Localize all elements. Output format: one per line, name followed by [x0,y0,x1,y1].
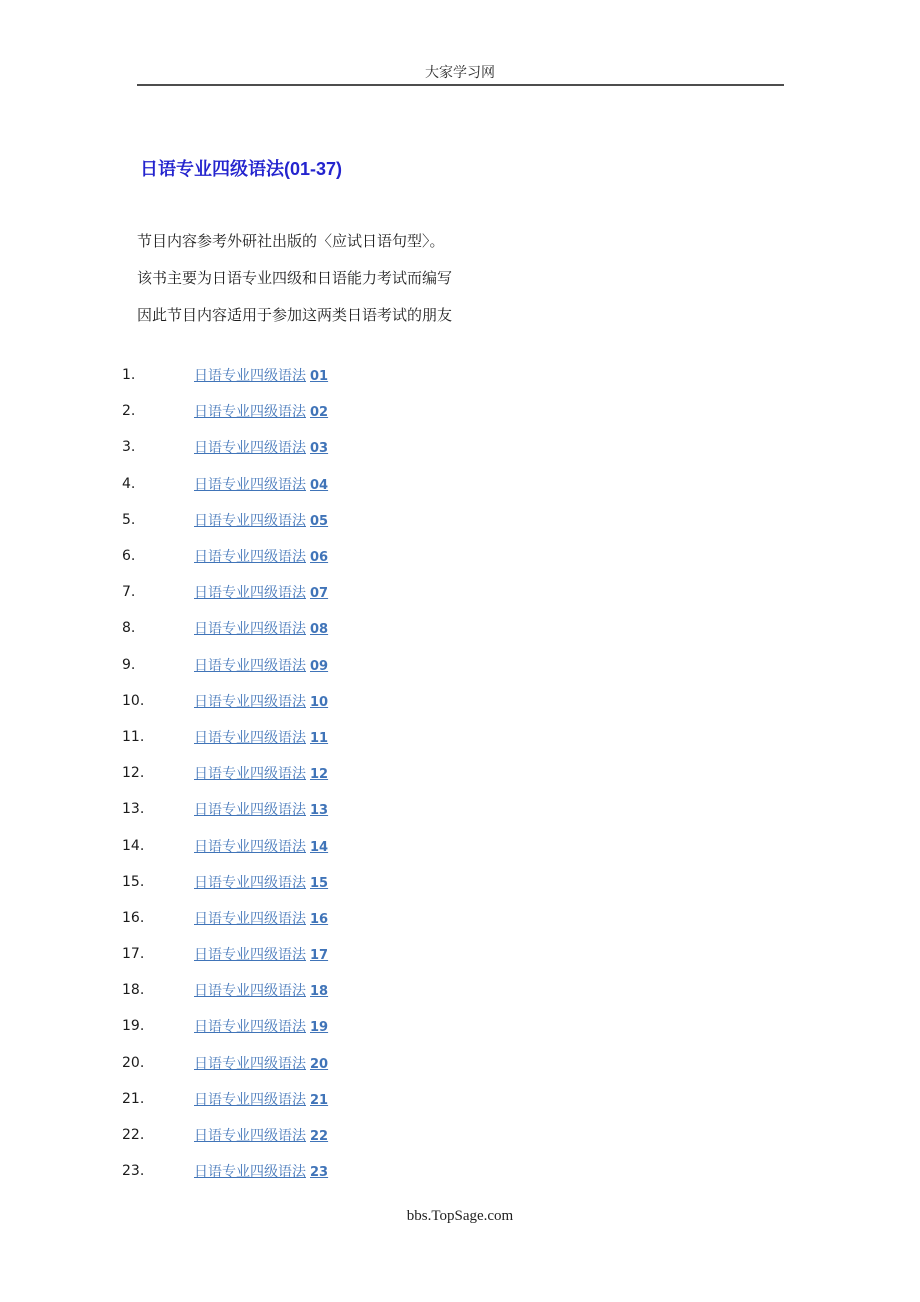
grammar-lesson-link-text: 日语专业四级语法 [194,1020,306,1036]
list-item-number: 13. [122,801,145,818]
grammar-lesson-link-number: 21 [310,1092,329,1108]
grammar-lesson-link[interactable] [194,836,328,856]
list-item-number: 19. [122,1018,145,1035]
grammar-lesson-link[interactable] [194,980,328,1000]
grammar-lesson-link[interactable] [194,1161,328,1181]
list-item [122,1008,328,1044]
list-item-number: 11. [122,728,145,745]
grammar-lesson-link[interactable] [194,691,328,711]
grammar-lesson-link[interactable] [194,727,328,747]
grammar-lesson-link-number: 07 [310,586,329,602]
list-item-number: 23. [122,1163,145,1180]
grammar-lesson-link-text: 日语专业四级语法 [194,948,306,964]
grammar-lesson-link-number: 06 [310,550,329,566]
grammar-lesson-link-number: 02 [310,405,329,421]
grammar-link-list [122,357,328,1189]
grammar-lesson-link[interactable] [194,944,328,964]
list-item [122,393,328,429]
grammar-lesson-link[interactable] [194,655,328,675]
list-item [122,791,328,827]
grammar-lesson-link[interactable] [194,437,328,457]
grammar-lesson-link-number: 03 [310,441,329,457]
list-item [122,1045,328,1081]
list-item [122,1117,328,1153]
list-item [122,1153,328,1189]
list-item [122,357,328,393]
grammar-lesson-link-text: 日语专业四级语法 [194,875,306,891]
list-item [122,502,328,538]
list-item [122,610,328,646]
intro-paragraphs [137,224,452,335]
grammar-lesson-link[interactable] [194,1125,328,1145]
grammar-lesson-link-number: 10 [310,694,329,710]
list-item [122,755,328,791]
list-item [122,864,328,900]
list-item [122,827,328,863]
grammar-lesson-link[interactable] [194,872,328,892]
list-item-number: 9. [122,656,136,673]
grammar-lesson-link-text: 日语专业四级语法 [194,694,306,710]
grammar-lesson-link-number: 17 [310,948,329,964]
grammar-lesson-link-text: 日语专业四级语法 [194,586,306,602]
list-item [122,538,328,574]
list-item-number: 14. [122,837,145,854]
list-item-number: 3. [122,439,136,456]
grammar-lesson-link-text: 日语专业四级语法 [194,1129,306,1145]
page-title: 日语专业四级语法(01-37) [140,159,343,179]
grammar-lesson-link-text: 日语专业四级语法 [194,803,306,819]
grammar-lesson-link-number: 15 [310,875,329,891]
grammar-lesson-link-number: 09 [310,658,329,674]
list-item-number: 1. [122,367,136,384]
list-item-number: 17. [122,946,145,963]
grammar-lesson-link-text: 日语专业四级语法 [194,911,306,927]
grammar-lesson-link[interactable] [194,474,328,494]
grammar-lesson-link-number: 12 [310,767,329,783]
grammar-lesson-link-text: 日语专业四级语法 [194,767,306,783]
grammar-lesson-link-text: 日语专业四级语法 [194,477,306,493]
grammar-lesson-link-number: 20 [310,1056,329,1072]
grammar-lesson-link[interactable] [194,1016,328,1036]
list-item-number: 21. [122,1090,145,1107]
grammar-lesson-link[interactable] [194,365,328,385]
list-item [122,900,328,936]
grammar-lesson-link[interactable] [194,1089,328,1109]
grammar-lesson-link-number: 14 [310,839,329,855]
grammar-lesson-link-number: 19 [310,1020,329,1036]
grammar-lesson-link-number: 05 [310,513,329,529]
list-item-number: 10. [122,692,145,709]
list-item-number: 5. [122,511,136,528]
list-item [122,647,328,683]
header-divider [137,84,784,86]
header-site-name: 大家学习网 [425,66,495,81]
grammar-lesson-link-number: 13 [310,803,329,819]
list-item-number: 18. [122,982,145,999]
list-item-number: 16. [122,909,145,926]
grammar-lesson-link-text: 日语专业四级语法 [194,369,306,385]
grammar-lesson-link-number: 22 [310,1129,329,1145]
list-item-number: 12. [122,765,145,782]
grammar-lesson-link[interactable] [194,546,328,566]
intro-line-3: 因此节目内容适用于参加这两类日语考试的朋友 [137,308,453,324]
page-footer [0,1208,920,1225]
list-item [122,936,328,972]
grammar-lesson-link[interactable] [194,799,328,819]
grammar-lesson-link-text: 日语专业四级语法 [194,550,306,566]
grammar-lesson-link-text: 日语专业四级语法 [194,658,306,674]
list-item [122,429,328,465]
list-item [122,1081,328,1117]
list-item-number: 6. [122,548,136,565]
list-item [122,972,328,1008]
grammar-lesson-link[interactable] [194,510,328,530]
page-header [0,62,920,82]
grammar-lesson-link-number: 08 [310,622,329,638]
grammar-lesson-link-text: 日语专业四级语法 [194,405,306,421]
list-item-number: 4. [122,475,136,492]
grammar-lesson-link-number: 23 [310,1165,329,1181]
list-item [122,683,328,719]
grammar-lesson-link-text: 日语专业四级语法 [194,1092,306,1108]
list-item-number: 2. [122,403,136,420]
grammar-lesson-link-text: 日语专业四级语法 [194,1056,306,1072]
list-item-number: 7. [122,584,136,601]
intro-line-1: 节目内容参考外研社出版的〈应试日语句型〉。 [137,234,445,250]
list-item [122,719,328,755]
intro-line-2: 该书主要为日语专业四级和日语能力考试而编写 [137,271,453,287]
list-item [122,574,328,610]
grammar-lesson-link-number: 11 [310,730,329,746]
grammar-lesson-link-number: 16 [310,911,329,927]
grammar-lesson-link-number: 18 [310,984,329,1000]
list-item [122,466,328,502]
grammar-lesson-link-text: 日语专业四级语法 [194,513,306,529]
grammar-lesson-link-text: 日语专业四级语法 [194,730,306,746]
list-item-number: 20. [122,1054,145,1071]
list-item-number: 15. [122,873,145,890]
grammar-lesson-link[interactable] [194,908,328,928]
list-item-number: 22. [122,1127,145,1144]
grammar-lesson-link-text: 日语专业四级语法 [194,1165,306,1181]
grammar-lesson-link-number: 01 [310,369,329,385]
grammar-lesson-link-text: 日语专业四级语法 [194,984,306,1000]
grammar-lesson-link[interactable] [194,582,328,602]
footer-site-url: bbs.TopSage.com [406,1208,514,1224]
grammar-lesson-link-text: 日语专业四级语法 [194,622,306,638]
list-item-number: 8. [122,620,136,637]
grammar-lesson-link[interactable] [194,618,328,638]
grammar-lesson-link[interactable] [194,1053,328,1073]
grammar-lesson-link-text: 日语专业四级语法 [194,839,306,855]
grammar-lesson-link-text: 日语专业四级语法 [194,441,306,457]
grammar-lesson-link-number: 04 [310,477,329,493]
grammar-lesson-link[interactable] [194,401,328,421]
grammar-lesson-link[interactable] [194,763,328,783]
